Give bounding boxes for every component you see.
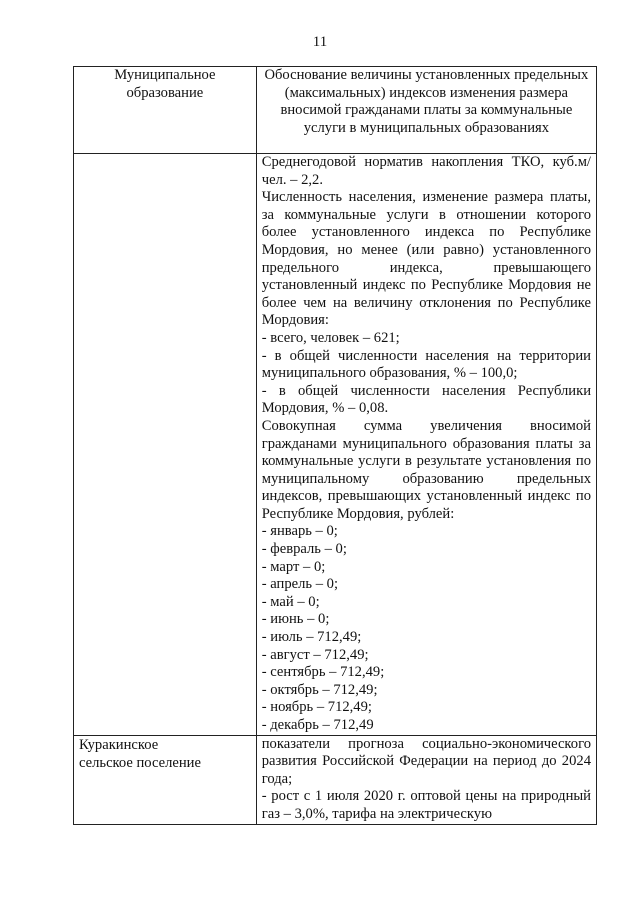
population-paragraph: Численность населения, изменение размера платы, за коммунальные услуги в отношении которого более установленного индекса по Республике Мордовия, но менее (или равно) установленного предельного индекса, превышающего установленный индекс по Республике Мордовия не более чем на величину отклонения по Республике Мордовия: <box>261 189 591 329</box>
month-item: - декабрь – 712,49 <box>261 717 374 733</box>
forecast-paragraph: показатели прогноза социально-экономического развития Российской Федерации на период до 2024 года; <box>261 735 591 787</box>
gas-price-item: - рост с 1 июля 2020 г. оптовой цены на природный газ – 3,0%, тарифа на электрическую <box>261 788 591 822</box>
page-number: 11 <box>312 34 328 50</box>
population-item-republic: - в общей численности населения Республики Мордовия, % – 0,08. <box>261 382 591 417</box>
municipality-cell-empty <box>74 154 257 736</box>
table-header-row <box>74 67 597 154</box>
population-item-total: - всего, человек – 621; <box>261 329 400 346</box>
municipality-name: Куракинское <box>79 736 159 753</box>
header-municipality: Муниципальное образование <box>74 67 257 154</box>
tko-norm-paragraph: Среднегодовой норматив накопления ТКО, куб.м/чел. – 2,2. <box>261 154 591 188</box>
municipality-type: сельское поселение <box>79 754 201 771</box>
justification-cell <box>256 735 596 824</box>
justification-cell <box>256 154 596 736</box>
month-item: - сентябрь – 712,49; <box>261 664 385 681</box>
month-item: - апрель – 0; <box>261 576 339 593</box>
header-justification: Обоснование величины установленных предельных (максимальных) индексов изменения размера вносимой гражданами платы за коммунальные услуги в муниципальных образованиях <box>256 67 596 154</box>
table-row <box>74 735 597 824</box>
table-row <box>74 154 597 736</box>
month-item: - февраль – 0; <box>261 541 347 558</box>
month-item: - июль – 712,49; <box>261 629 362 646</box>
municipality-cell <box>74 735 257 824</box>
justification-table <box>73 66 597 825</box>
month-item: - январь – 0; <box>261 523 338 540</box>
month-item: - июнь – 0; <box>261 611 330 628</box>
month-item: - ноябрь – 712,49; <box>261 699 372 716</box>
population-item-municipality: - в общей численности населения на территории муниципального образования, % – 100,0; <box>261 347 591 382</box>
month-item: - март – 0; <box>261 558 326 575</box>
month-item: - май – 0; <box>261 593 320 610</box>
sum-paragraph: Совокупная сумма увеличения вносимой гражданами муниципального образования платы за коммунальные услуги в результате установления по муниципальному образованию предельных индексов, превышающих установленный индекс по Республике Мордовия, рублей: <box>261 417 591 522</box>
month-item: - октябрь – 712,49; <box>261 681 378 698</box>
month-item: - август – 712,49; <box>261 646 369 663</box>
